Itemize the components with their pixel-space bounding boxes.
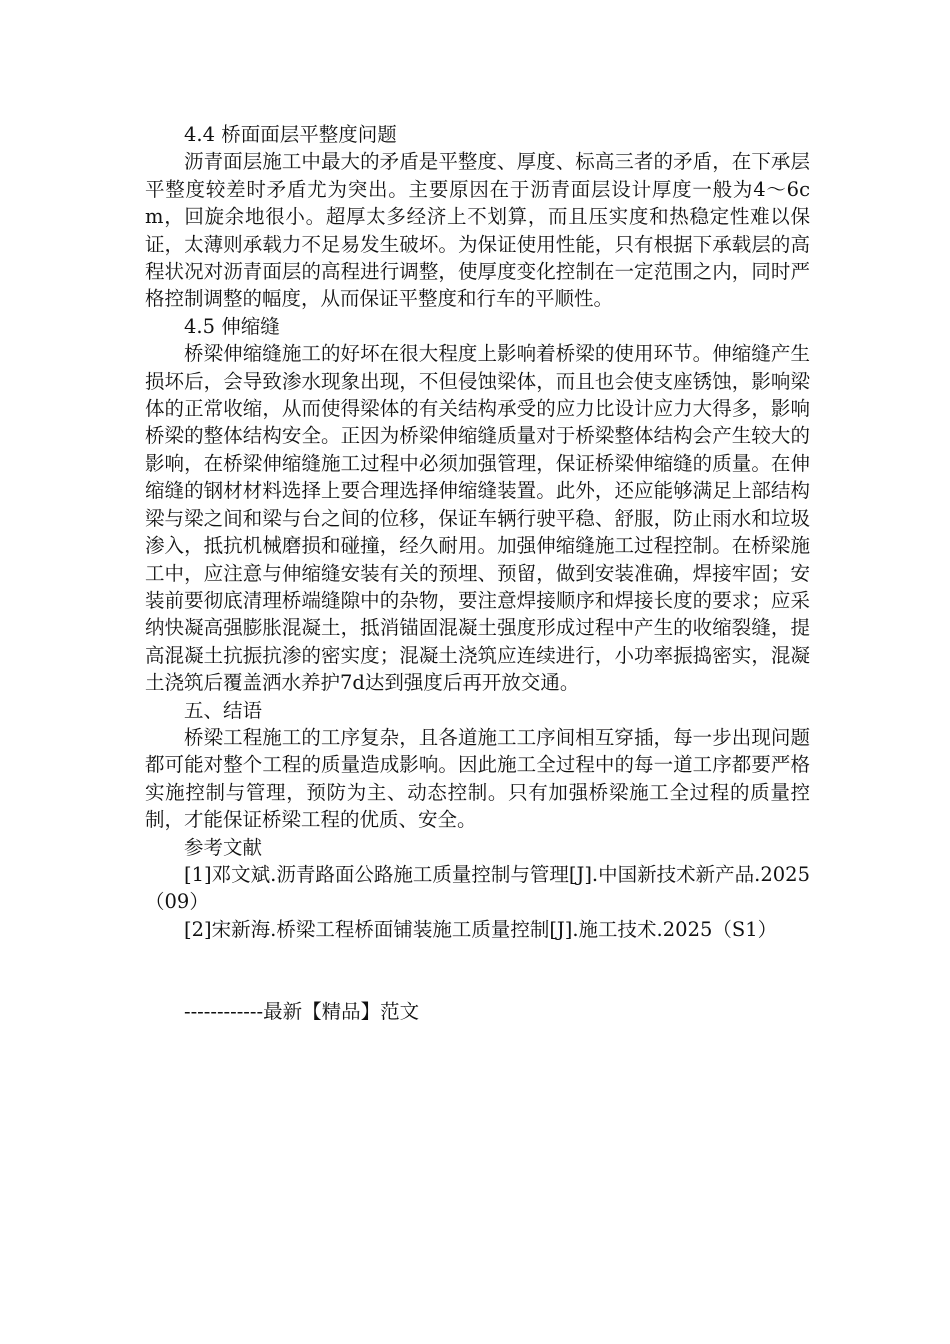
page-spacer: [145, 943, 810, 998]
section-heading-4-5: 4.5 伸缩缝: [184, 314, 280, 338]
paragraph-surface-flatness: 沥青面层施工中最大的矛盾是平整度、厚度、标高三者的矛盾，在下承层平整度较差时矛盾尤为突出。主要原因在于沥青面层设计厚度一般为4～6cm，回旋余地很小。超厚太多经济上不划算，而且压实度和热稳定性难以保证，太薄则承载力不足易发生破坏。为保证使用性能，只有根据下承载层的高程状况对沥青面层的高程进行调整，使厚度变化控制在一定范围之内，同时严格控制调整的幅度，从而保证平整度和行车的平顺性。: [145, 150, 810, 311]
footer-text: ------------最新【精品】范文: [184, 1000, 420, 1024]
section-heading-4-4: 4.4 桥面面层平整度问题: [184, 123, 397, 146]
reference-item-2: [2]宋新海.桥梁工程桥面铺装施工质量控制[J].施工技术.2025（S1）: [184, 917, 778, 941]
paragraph-expansion-joint: 桥梁伸缩缝施工的好坏在很大程度上影响着桥梁的使用环节。伸缩缝产生损坏后，会导致渗水现象出现，不但侵蚀梁体，而且也会使支座锈蚀，影响梁体的正常收缩，从而使得梁体的有关结构承受的应力比设计应力大得多，影响桥梁的整体结构安全。正因为桥梁伸缩缝质量对于桥梁整体结构会产生较大的影响，在桥梁伸缩缝施工过程中必须加强管理，保证桥梁伸缩缝的质量。在伸缩缝的钢材材料选择上要合理选择伸缩缝装置。此外，还应能够满足上部结构梁与梁之间和梁与台之间的位移，保证车辆行驶平稳、舒服，防止雨水和垃圾渗入，抵抗机械磨损和碰撞，经久耐用。加强伸缩缝施工过程控制。在桥梁施工中，应注意与伸缩缝安装有关的预埋、预留，做到安装准确，焊接牢固；安装前要彻底清理桥端缝隙中的杂物，要注意焊接顺序和焊接长度的要求；应采纳快凝高强膨胀混凝土，抵消锚固混凝土强度形成过程中产生的收缩裂缝，提高混凝土抗振抗渗的密实度；混凝土浇筑应连续进行，小功率振捣密实，混凝土浇筑后覆盖洒水养护7d达到强度后再开放交通。: [145, 342, 810, 695]
references-heading: 参考文献: [184, 835, 263, 859]
section-heading-conclusion: 五、结语: [184, 698, 263, 722]
paragraph-conclusion: 桥梁工程施工的工序复杂，且各道施工工序间相互穿插，每一步出现问题都可能对整个工程的质量造成影响。因此施工全过程中的每一道工序都要严格实施控制与管理，预防为主、动态控制。只有加强桥梁施工全过程的质量控制，才能保证桥梁工程的优质、安全。: [145, 725, 810, 832]
document-body: [145, 121, 810, 1026]
reference-item-1: [1]邓文斌.沥青路面公路施工质量控制与管理[J].中国新技术新产品.2025（09）: [145, 862, 810, 914]
